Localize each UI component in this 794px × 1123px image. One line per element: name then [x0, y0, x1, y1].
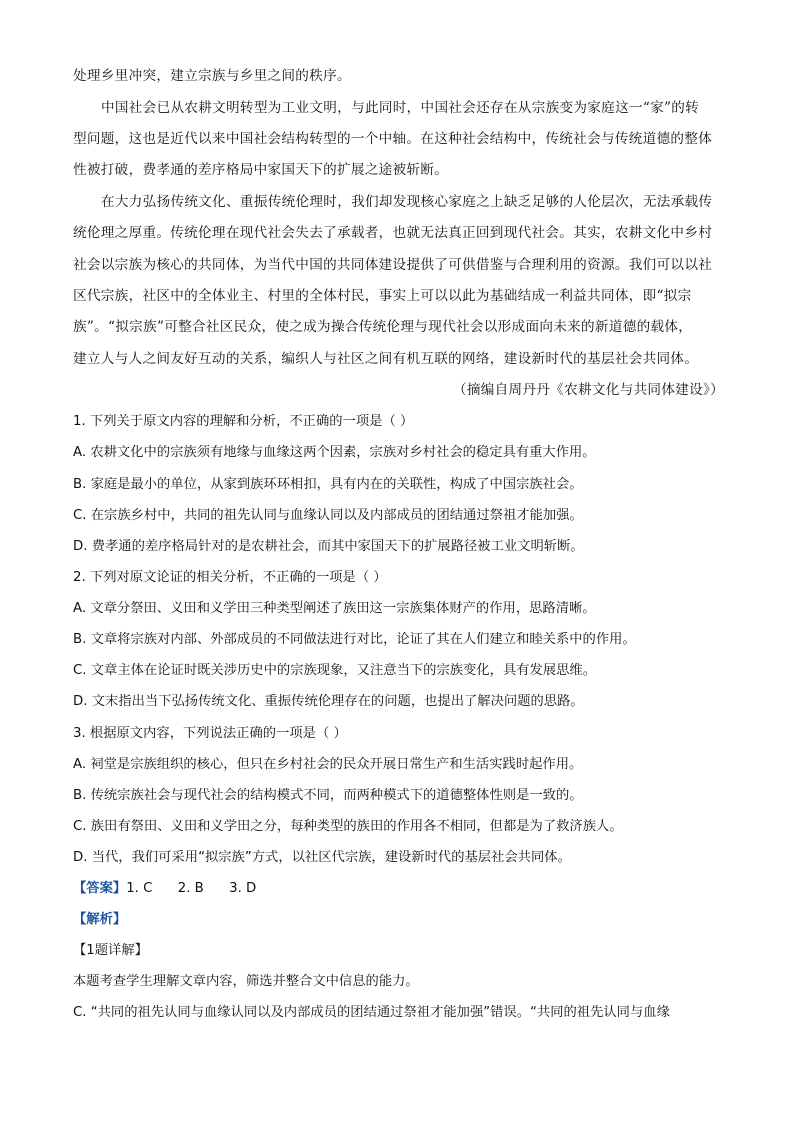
question-option: B. 传统宗族社会与现代社会的结构模式不同，而两种模式下的道德整体性则是一致的。: [73, 788, 583, 803]
passage-line: 在大力弘扬传统文化、重振传统伦理时，我们却发现核心家庭之上缺乏足够的人伦层次，无法承载传: [101, 194, 713, 210]
analysis-line: C. “共同的祖先认同与血缘认同以及内部成员的团结通过祭祖才能加强”错误。“共同的祖先认同与血缘: [73, 1005, 670, 1020]
passage-line: 区代宗族，社区中的全体业主、村里的全体村民，事实上可以以此为基础结成一利益共同体，即“拟宗: [73, 288, 692, 304]
question-stem: 3. 根据原文内容，下列说法正确的一项是（ ）: [73, 726, 347, 741]
answer-text: 1. C 2. B 3. D: [126, 881, 257, 896]
analysis-sub-label: 【1题详解】: [73, 943, 148, 958]
passage-line: 型问题，这也是近代以来中国社会结构转型的一个中轴。在这种社会结构中，传统社会与传统道德的整体: [73, 131, 713, 147]
answer-line: [73, 880, 723, 898]
answer-label: 【答案】: [73, 881, 127, 896]
question-option: C. 文章主体在论证时既关涉历史中的宗族现象，又注意当下的宗族变化，具有发展思维。: [73, 663, 597, 678]
passage-line: 建立人与人之间友好互动的关系，编织人与社区之间有机互联的网络，建设新时代的基层社会共同体。: [73, 351, 699, 367]
question-option: B. 家庭是最小的单位，从家到族环环相扣，具有内在的关联性，构成了中国宗族社会。: [73, 477, 583, 492]
passage-line: 统伦理之厚重。传统伦理在现代社会失去了承载者，也就无法真正回到现代社会。其实，农耕文化中乡村: [73, 225, 713, 241]
question-option: A. 文章分祭田、义田和义学田三种类型阐述了族田这一宗族集体财产的作用，思路清晰。: [73, 601, 596, 616]
question-option: A. 祠堂是宗族组织的核心，但只在乡村社会的民众开展日常生产和生活实践时起作用。: [73, 757, 583, 772]
passage-source: （摘编自周丹丹《农耕文化与共同体建设》）: [452, 382, 724, 398]
question-option: D. 当代，我们可采用“拟宗族”方式，以社区代宗族，建设新时代的基层社会共同体。: [73, 850, 571, 865]
question-option: D. 费孝通的差序格局针对的是农耕社会，而其中家国天下的扩展路径被工业文明斩断。: [73, 539, 584, 554]
passage-line: 族”。“拟宗族”可整合社区民众，使之成为操合传统伦理与现代社会以形成面向未来的新道德的载体，: [73, 319, 693, 335]
analysis-label: 【解析】: [73, 912, 127, 927]
question-stem: 2. 下列对原文论证的相关分析，不正确的一项是（ ）: [73, 570, 387, 585]
question-stem: 1. 下列关于原文内容的理解和分析，不正确的一项是（ ）: [73, 414, 414, 429]
question-option: B. 文章将宗族对内部、外部成员的不同做法进行对比，论证了其在人们建立和睦关系中的作用。: [73, 632, 636, 647]
question-option: C. 在宗族乡村中，共同的祖先认同与血缘认同以及内部成员的团结通过祭祖才能加强。: [73, 508, 583, 523]
question-option: D. 文末指出当下弘扬传统文化、重振传统伦理存在的问题，也提出了解决问题的思路。: [73, 694, 584, 709]
question-option: C. 族田有祭田、义田和义学田之分，每种类型的族田的作用各不相同，但都是为了救济族人。: [73, 819, 623, 834]
passage-line: 处理乡里冲突，建立宗族与乡里之间的秩序。: [73, 68, 351, 84]
analysis-line: 本题考查学生理解文章内容，筛选并整合文中信息的能力。: [73, 974, 419, 989]
passage-line: 中国社会已从农耕文明转型为工业文明，与此同时，中国社会还存在从宗族变为家庭这一“家”的转: [101, 100, 700, 116]
passage-line: 性被打破，费孝通的差序格局中家国天下的扩展之途被斩断。: [73, 162, 449, 178]
passage-line: 社会以宗族为核心的共同体，为当代中国的共同体建设提供了可供借鉴与合理利用的资源。我们可以以社: [73, 257, 713, 273]
question-option: A. 农耕文化中的宗族须有地缘与血缘这两个因素，宗族对乡村社会的稳定具有重大作用。: [73, 445, 596, 460]
